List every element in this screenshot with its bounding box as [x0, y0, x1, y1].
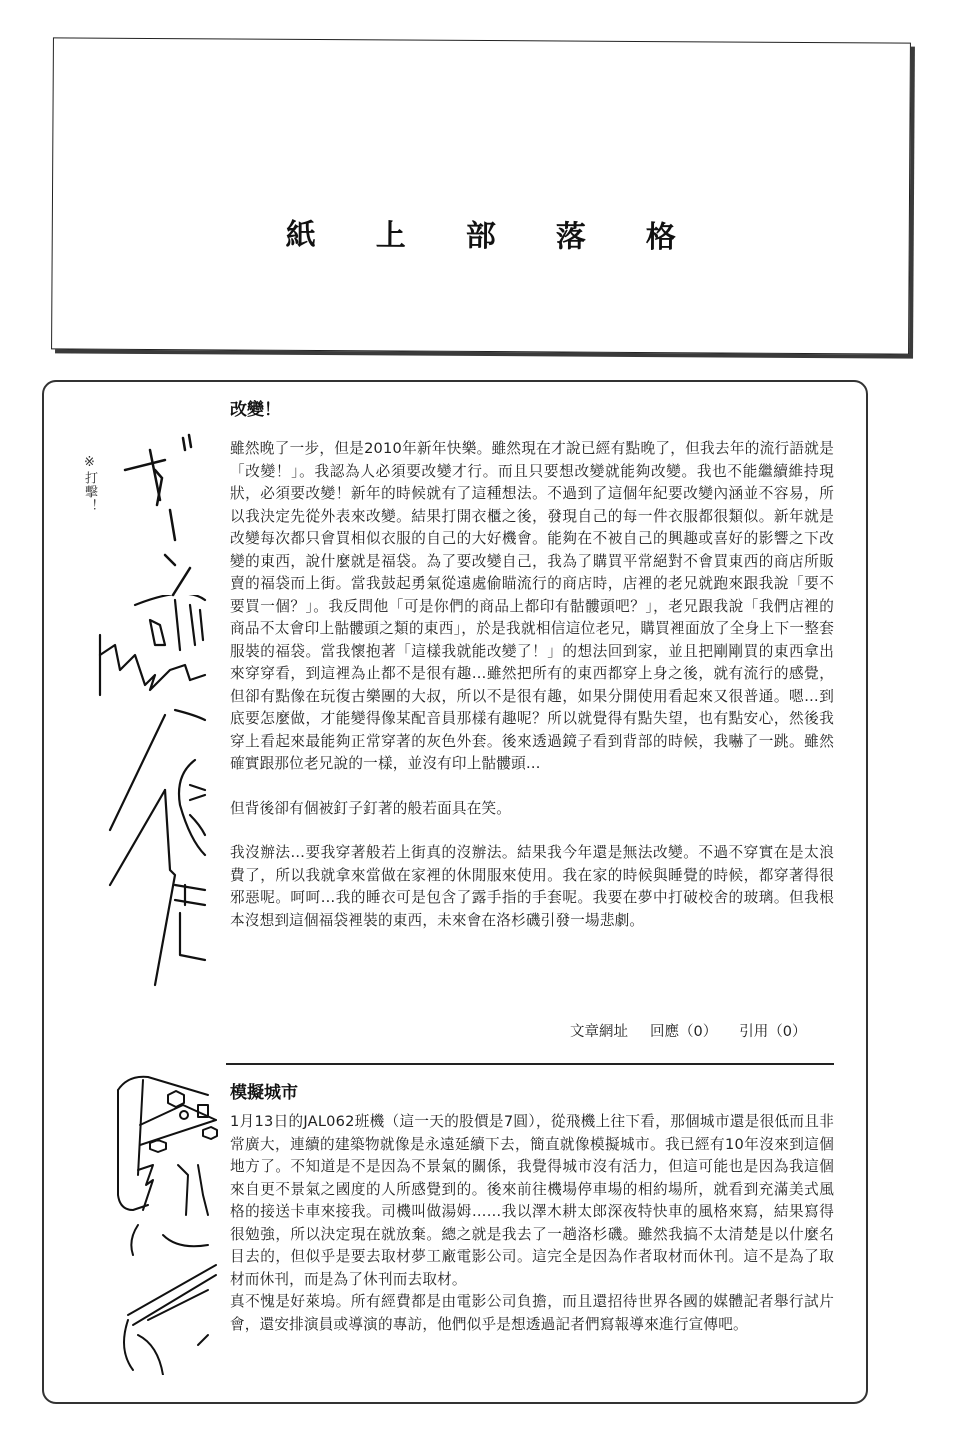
title-char: 格 — [645, 220, 676, 256]
permalink-link[interactable]: 文章網址 — [570, 1024, 628, 1040]
page-title — [53, 208, 909, 257]
title-char: 落 — [555, 219, 586, 255]
post-paragraph: 雖然晚了一步，但是2010年新年快樂。雖然現在才說已經有點晚了，但我去年的流行語就是「改變！」。我認為人必須要改變才行。而且只要想改變就能夠改變。我也不能繼續維持現狀，必須要改變！新年的時候就有了這種想法。不過到了這個年紀要改變內涵並不容易，所以我決定先從外表來改變。結果打開衣櫃之後，發現自己的每一件衣服都很類似。新年就是改變每次都只會買相似衣服的自己的大好機會。能夠在不被自己的興趣或喜好的影響之下改變的東西，說什麼就是福袋。為了要改變自己，我為了購買平常絕對不會買東西的商店所販賣的福袋而上街。當我鼓起勇氣從遠處偷瞄流行的商店時，店裡的老兄就跑來跟我說「要不要買一個？」。我反問他「可是你們的商品上都印有骷髏頭吧？」，老兄跟我說「我們店裡的商品不太會印上骷髏頭之類的東西」，於是我就相信這位老兄，購買裡面放了全身上下一整套服裝的福袋。當我懷抱著「這樣我就能改變了！」的想法回到家，並且把剛剛買的東西拿出來穿穿看，到這裡為止都不是很有趣…雖然把所有的東西都穿上身之後，就有流行的感覺，但卻有點像在玩復古樂團的大叔，所以不是很有趣，如果分開使用看起來又很普通。嗯…到底要怎麼做，才能變得像某配音員那樣有趣呢？所以就覺得有點失望，也有點安心，然後我穿上看起來最能夠正常穿著的灰色外套。後來透過鏡子看到背部的時候，我嚇了一跳。雖然確實跟那位老兄說的一樣，並沒有印上骷髏頭… — [230, 440, 834, 772]
post-divider — [226, 1063, 834, 1065]
post-footer — [570, 1020, 806, 1041]
post-paragraph: 1月13日的JAL062班機（這一天的股價是7圓），從飛機上往下看，那個城市還是很低而且非常廣大，連續的建築物就像是永遠延續下去，簡直就像模擬城市。我已經有10年沒來到這個地方了。不知道是不是因為不景氣的關係，我覺得城市沒有活力，但這可能也是因為我這個來自更不景氣之國度的人所感覺到的。後來前往機場停車場的相約場所，就看到充滿美式風格的接送卡車來接我。司機叫做湯姆……我以澤木耕太郎深夜特快車的風格來寫，結果寫得很勉強，所以決定現在就放棄。總之就是我去了一趟洛杉磯。雖然我搞不太清楚是以什麼名目去的，但似乎是要去取材夢工廠電影公司。這完全是因為作者取材而休刊。這不是為了取材而休刊，而是為了休刊而去取材。 — [230, 1113, 834, 1288]
post-title: 改變！ — [230, 400, 281, 420]
post-title: 模擬城市 — [230, 1083, 298, 1103]
blog-post-1 — [230, 395, 834, 954]
post-paragraph: 我沒辦法…要我穿著般若上街真的沒辦法。結果我今年還是無法改變。不過不穿實在是太浪費了，所以我就拿來當做在家裡的休閒服來使用。我在家的時候與睡覺的時候，都穿著得很邪惡呢。呵呵…我的睡衣可是包含了露手指的手套呢。我要在夢中打破校舍的玻璃。但我根本沒想到這個福袋裡裝的東西，未來會在洛杉磯引發一場悲劇。 — [230, 844, 834, 929]
title-char: 上 — [375, 218, 406, 254]
comments-link[interactable]: 回應（0） — [650, 1024, 718, 1040]
trackbacks-link[interactable]: 引用（0） — [739, 1024, 807, 1040]
title-char: 部 — [465, 218, 496, 255]
sfx-gaan-drawing — [115, 400, 205, 610]
sfx-note: ※打擊！ — [82, 455, 97, 513]
character-sketch-1 — [95, 595, 230, 995]
blog-post-2 — [230, 1078, 834, 1336]
title-box — [51, 37, 911, 354]
character-sketch-2 — [108, 1075, 228, 1375]
title-char: 紙 — [285, 217, 316, 253]
post-paragraph: 真不愧是好萊塢。所有經費都是由電影公司負擔，而且還招待世界各國的媒體記者舉行試片會，還安排演員或導演的專訪，他們似乎是想透過記者們寫報導來進行宣傳吧。 — [230, 1293, 834, 1333]
post-paragraph: 但背後卻有個被釘子釘著的般若面具在笑。 — [230, 799, 512, 817]
